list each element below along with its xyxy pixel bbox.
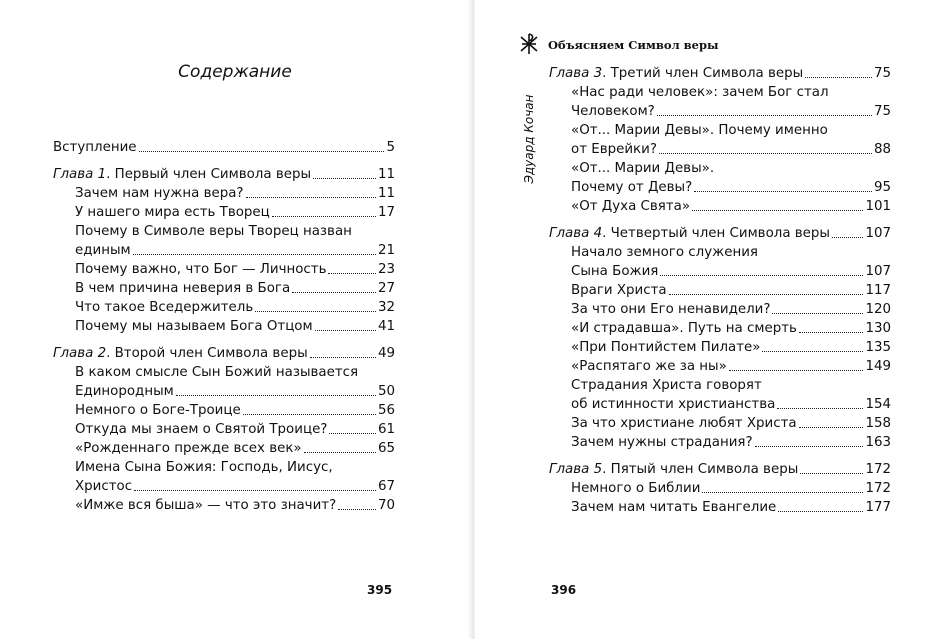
toc-page-number: 11 (377, 167, 395, 182)
toc-entry-line: «От... Марии Девы». (571, 161, 715, 176)
page-number-left: 395 (367, 583, 393, 597)
toc-entry-title: «Рожденнаго прежде всех век» (75, 441, 302, 456)
toc-entry (549, 300, 891, 319)
toc-chapter-entry (53, 165, 395, 184)
toc-page-number: 17 (377, 205, 395, 220)
toc-page-number: 11 (377, 186, 395, 201)
toc-page-number: 65 (377, 441, 395, 456)
dot-leader (669, 294, 864, 295)
toc-page-number: 75 (873, 66, 891, 81)
toc-page-number: 95 (873, 180, 891, 195)
toc-entry (549, 140, 891, 159)
toc-entry (53, 184, 395, 203)
toc-entry (53, 382, 395, 401)
dot-leader (304, 452, 376, 453)
chapter-label: Глава 5 (549, 462, 603, 477)
toc-entry-title: Зачем нужны страдания? (571, 435, 753, 450)
toc-page-number: 107 (865, 226, 891, 241)
toc-page-number: 154 (865, 397, 891, 412)
chapter-title: . Второй член Символа веры (106, 346, 308, 361)
toc-entry (53, 496, 395, 515)
right-page (475, 0, 950, 639)
toc-page-number: 41 (377, 319, 395, 334)
toc-entry-title (549, 64, 803, 83)
toc-entry (549, 414, 891, 433)
toc-entry-title: Враги Христа (571, 283, 667, 298)
toc-chapter-entry (549, 460, 891, 479)
toc-entry (549, 338, 891, 357)
toc-entry (53, 439, 395, 458)
toc-entry-title: Христос (75, 479, 133, 494)
dot-leader (329, 433, 376, 434)
dot-leader (772, 313, 863, 314)
toc-list-left (53, 138, 395, 515)
dot-leader (762, 351, 863, 352)
chapter-label: Глава 2 (53, 346, 107, 361)
toc-entry-title: «И страдавша». Путь на смерть (571, 321, 797, 336)
toc-page-number: 27 (377, 281, 395, 296)
toc-page-number: 67 (377, 479, 395, 494)
toc-entry-title: Почему от Девы? (571, 180, 693, 195)
toc-entry (549, 281, 891, 300)
dot-leader (692, 210, 863, 211)
toc-page-number: 172 (865, 462, 891, 477)
dot-leader (694, 191, 872, 192)
dot-leader (338, 509, 376, 510)
toc-entry (549, 319, 891, 338)
toc-entry (53, 260, 395, 279)
toc-entry-title: В чем причина неверия в Бога (75, 281, 291, 296)
dot-leader (315, 330, 376, 331)
dot-leader (702, 492, 863, 493)
toc-page-number: 101 (865, 199, 891, 214)
toc-entry (549, 479, 891, 498)
dot-leader (755, 446, 864, 447)
chi-rho-cross-icon (517, 32, 541, 56)
toc-entry-title (549, 224, 830, 243)
toc-entry-title: За что они Его ненавидели? (571, 302, 771, 317)
author-vertical (521, 90, 537, 190)
chapter-title: . Третий член Символа веры (602, 66, 804, 81)
toc-page-number: 70 (377, 498, 395, 513)
toc-entry-title: Сына Божия (571, 264, 659, 279)
toc-entry-title: от Еврейки? (571, 142, 657, 157)
toc-entry-title: «Имже вся быша» — что это значит? (75, 498, 337, 513)
left-page (0, 0, 470, 639)
dot-leader (313, 178, 376, 179)
toc-page-number: 117 (865, 283, 891, 298)
dot-leader (657, 115, 872, 116)
toc-page-number: 49 (377, 346, 395, 361)
toc-entry-title: Немного о Боге-Троице (75, 403, 241, 418)
running-head: Объясняем Символ веры (548, 38, 719, 52)
toc-entry (53, 420, 395, 439)
toc-entry-title: Почему важно, что Бог — Личность (75, 262, 327, 277)
toc-entry (53, 138, 395, 157)
dot-leader (272, 216, 376, 217)
toc-entry-line: «Нас ради человек»: зачем Бог стал (571, 85, 829, 100)
dot-leader (139, 151, 385, 152)
toc-entry-title: У нашего мира есть Творец (75, 205, 270, 220)
toc-entry (549, 498, 891, 517)
dot-leader (134, 490, 376, 491)
toc-page-number: 5 (386, 140, 395, 155)
dot-leader (799, 332, 864, 333)
toc-entry-line: «От... Марии Девы». Почему именно (571, 123, 828, 138)
toc-entry (549, 262, 891, 281)
toc-entry (53, 241, 395, 260)
toc-entry-title: Почему мы называем Бога Отцом (75, 319, 313, 334)
toc-entry (53, 317, 395, 336)
dot-leader (660, 275, 863, 276)
dot-leader (176, 395, 376, 396)
chapter-label: Глава 4 (549, 226, 603, 241)
dot-leader (832, 237, 863, 238)
page-number-right: 396 (551, 583, 577, 597)
toc-page-number: 135 (865, 340, 891, 355)
toc-entry-line: В каком смысле Сын Божий называется (75, 365, 359, 380)
dot-leader (243, 414, 376, 415)
toc-entry-title: «Распятаго же за ны» (571, 359, 727, 374)
toc-page-number: 88 (873, 142, 891, 157)
dot-leader (777, 408, 863, 409)
toc-entry (549, 357, 891, 376)
dot-leader (778, 511, 863, 512)
toc-page-number: 21 (377, 243, 395, 258)
toc-entry (549, 433, 891, 452)
toc-page-number: 172 (865, 481, 891, 496)
toc-entry (53, 401, 395, 420)
toc-chapter-entry (53, 344, 395, 363)
dot-leader (805, 77, 872, 78)
toc-chapter-entry (549, 64, 891, 83)
toc-heading: Содержание (178, 62, 292, 82)
toc-entry-title: единым (75, 243, 131, 258)
toc-entry-title: Зачем нам нужна вера? (75, 186, 244, 201)
chapter-label: Глава 3 (549, 66, 603, 81)
toc-entry (549, 102, 891, 121)
toc-entry (53, 298, 395, 317)
toc-page-number: 163 (865, 435, 891, 450)
toc-page-number: 107 (865, 264, 891, 279)
toc-entry-title: Единородным (75, 384, 174, 399)
toc-page-number: 75 (873, 104, 891, 119)
dot-leader (729, 370, 864, 371)
dot-leader (800, 473, 863, 474)
toc-page-number: 177 (865, 500, 891, 515)
dot-leader (659, 153, 872, 154)
toc-entry-title: Зачем нам читать Евангелие (571, 500, 777, 515)
dot-leader (328, 273, 375, 274)
toc-list-right (549, 64, 891, 517)
toc-page-number: 149 (865, 359, 891, 374)
toc-page-number: 50 (377, 384, 395, 399)
toc-page-number: 32 (377, 300, 395, 315)
toc-entry-title: Немного о Библии (571, 481, 701, 496)
toc-entry-line: Имена Сына Божия: Господь, Иисус, (75, 460, 333, 475)
toc-entry (549, 178, 891, 197)
toc-entry-title: Откуда мы знаем о Святой Троице? (75, 422, 328, 437)
dot-leader (310, 357, 376, 358)
toc-page-number: 158 (865, 416, 891, 431)
dot-leader (255, 311, 376, 312)
chapter-label: Глава 1 (53, 167, 107, 182)
toc-entry-title: Что такое Вседержитель (75, 300, 254, 315)
toc-entry (53, 279, 395, 298)
toc-entry-title: об истинности христианства (571, 397, 776, 412)
toc-chapter-entry (549, 224, 891, 243)
toc-entry (53, 203, 395, 222)
toc-entry-title: «При Понтийстем Пилате» (571, 340, 761, 355)
dot-leader (799, 427, 864, 428)
toc-entry-title: За что христиане любят Христа (571, 416, 797, 431)
chapter-title: . Пятый член Символа веры (602, 462, 799, 477)
toc-page-number: 61 (377, 422, 395, 437)
dot-leader (292, 292, 376, 293)
dot-leader (133, 254, 376, 255)
toc-page-number: 120 (865, 302, 891, 317)
toc-entry-line: Почему в Символе веры Творец назван (75, 224, 352, 239)
toc-page-number: 56 (377, 403, 395, 418)
dot-leader (246, 197, 376, 198)
toc-page-number: 130 (865, 321, 891, 336)
toc-entry (549, 395, 891, 414)
chapter-title: . Первый член Символа веры (106, 167, 312, 182)
chapter-title: . Четвертый член Символа веры (602, 226, 830, 241)
toc-entry-title (53, 165, 311, 184)
toc-entry-title: «От Духа Свята» (571, 199, 691, 214)
toc-entry-title (53, 344, 308, 363)
toc-entry-title: Человеком? (571, 104, 655, 119)
author-name: Эдуард Кочан (522, 94, 536, 184)
toc-entry-line: Страдания Христа говорят (571, 378, 762, 393)
toc-entry-title (549, 460, 798, 479)
toc-entry (549, 197, 891, 216)
toc-entry-line: Начало земного служения (571, 245, 758, 260)
toc-entry (53, 477, 395, 496)
toc-entry-title: Вступление (53, 140, 137, 155)
toc-page-number: 23 (377, 262, 395, 277)
